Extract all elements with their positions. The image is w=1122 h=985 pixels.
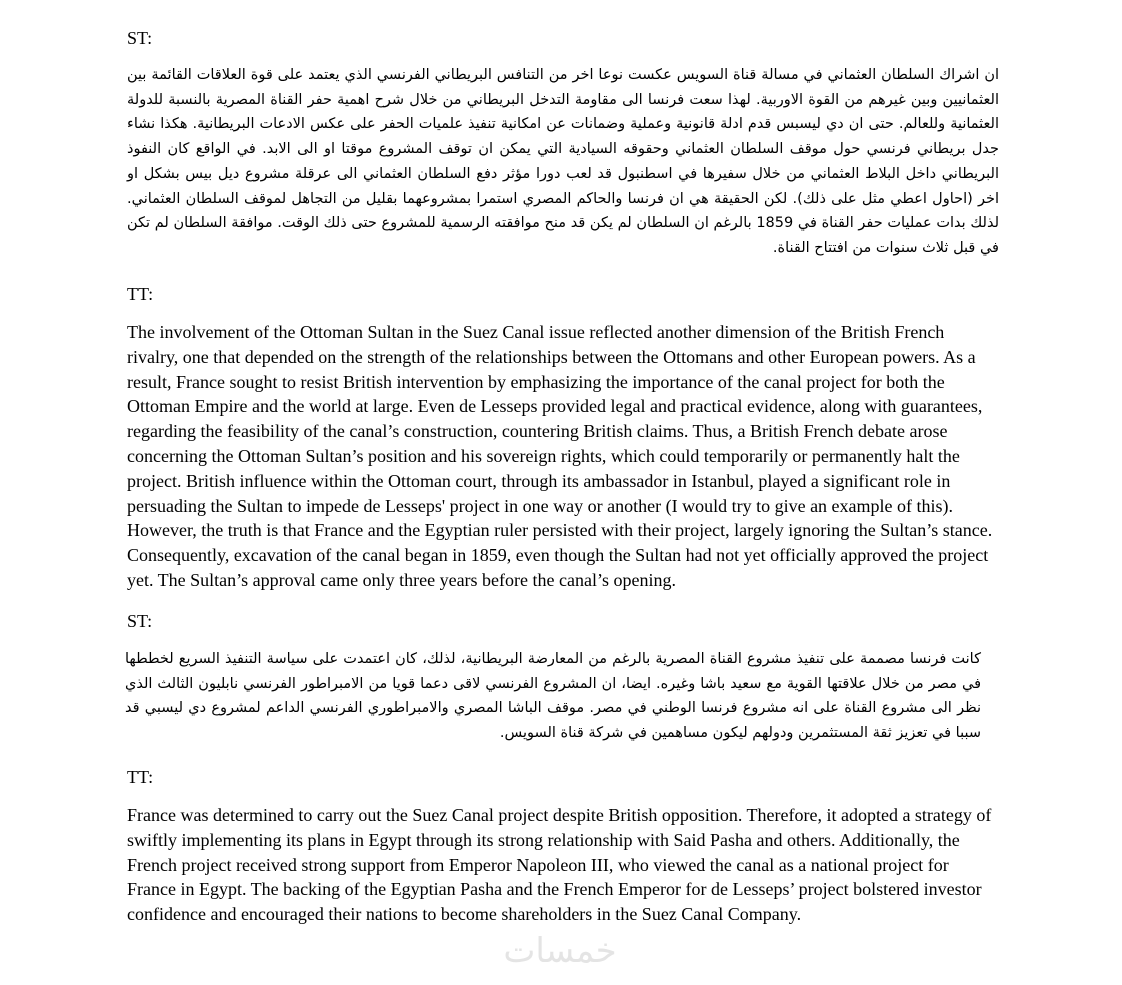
target-text-label: TT: [127,767,154,787]
source-text-label: ST: [127,611,153,631]
arabic-source-paragraph-2: كانت فرنسا مصممة على تنفيذ مشروع القناة المصرية بالرغم من المعارضة البريطانية، لذلك، كان اعتمدت على سياسة التنفيذ السريع لخططها في مصر من خلال علاقتها القوية مع سعيد باشا وغيره. ايضا، ان المشروع الفرنسي لاقى دعما قويا من الامبراطور الفرنسي نابليون الثالث الذي نظر الى مشروع القناة على انه مشروع فرنسا الوطني في مصر. موقف الباشا المصري والامبراطوري الفرنسي الداعم لمشروع دي ليسبي قد سببا في تعزيز ثقة المستثمرين ودولهم ليكون مساهمين في شركة قناة السويس. [125,651,981,742]
target-text-label: TT: [127,284,154,304]
arabic-source-paragraph-1: ان اشراك السلطان العثماني في مسالة قناة السويس عكست نوعا اخر من التنافس البريطاني الفرنسي الذي يعتمد على قوة العلاقات القائمة بين العثمانيين وبين غيرهم من القوة الاوربية. لهذا سعت فرنسا الى مقاومة التدخل البريطاني من خلال شرح اهمية حفر القناة المصرية بالنسبة للدولة العثمانية وللعالم. حتى ان دي ليسبس قدم ادلة قانونية وعملية وضمانات عن امكانية تنفيذ علميات الحفر على عكس الادعات البريطانية. هكذا نشاء جدل بريطاني فرنسي حول موقف السلطان العثماني وحقوقه السيادية التي يمكن ان توقف المشروع موقتا او الى الابد. في الواقع كان النفوذ البريطاني داخل البلاط العثماني من خلال سفيرها في اسطنبول قد لعب دورا مؤثر دفع السلطان العثماني الى عرقلة مشروع ديل بيس بشكل او اخر (احاول اعطي مثل على ذلك). لكن الحقيقة هي ان فرنسا والحاكم المصري استمرا بمشروعهما بقليل من التجاهل لموقف السلطان العثماني. لذلك بدات عمليات حفر القناة في 1859 بالرغم ان السلطان لم يكن قد منح موافقته الرسمية للمشروع حتى ذلك الوقت. موافقة السلطان لم تكن في قبل ثلاث سنوات من افتتاح القناة. [127,67,999,256]
english-translation-paragraph-2: France was determined to carry out the Suez Canal project despite British opposition. Therefore, it adopted a strategy of swiftly implementing its plans in Egypt through its strong relationship with Said Pasha and others. Additionally, the French project received strong support from Emperor Napoleon III, who viewed the canal as a national project for France in Egypt. The backing of the Egyptian Pasha and the French Emperor for de Lesseps’ project bolstered investor confidence and encouraged their nations to become shareholders in the Suez Canal Company. [127,805,992,925]
english-translation-paragraph-1: The involvement of the Ottoman Sultan in the Suez Canal issue reflected another dimension of the British French rivalry, one that depended on the strength of the relationships between the Ottomans and other European powers. As a result, France sought to resist British intervention by emphasizing the importance of the canal project for both the Ottoman Empire and the world at large. Even de Lesseps provided legal and practical evidence, along with guarantees, regarding the feasibility of the canal’s construction, countering British claims. Thus, a British French debate arose concerning the Ottoman Sultan’s position and his sovereign rights, which could temporarily or permanently halt the project. British influence within the Ottoman court, through its ambassador in Istanbul, played a significant role in persuading the Sultan to impede de Lesseps' project in one way or another (I would try to give an example of this). However, the truth is that France and the Egyptian ruler persisted with their project, largely ignoring the Sultan’s stance. Consequently, excavation of the canal began in 1859, even though the Sultan had not yet officially approved the project yet. The Sultan’s approval came only three years before the canal’s opening. [127,322,993,590]
khamsat-watermark-logo: خمسات [503,931,617,971]
source-text-label: ST: [127,28,153,48]
